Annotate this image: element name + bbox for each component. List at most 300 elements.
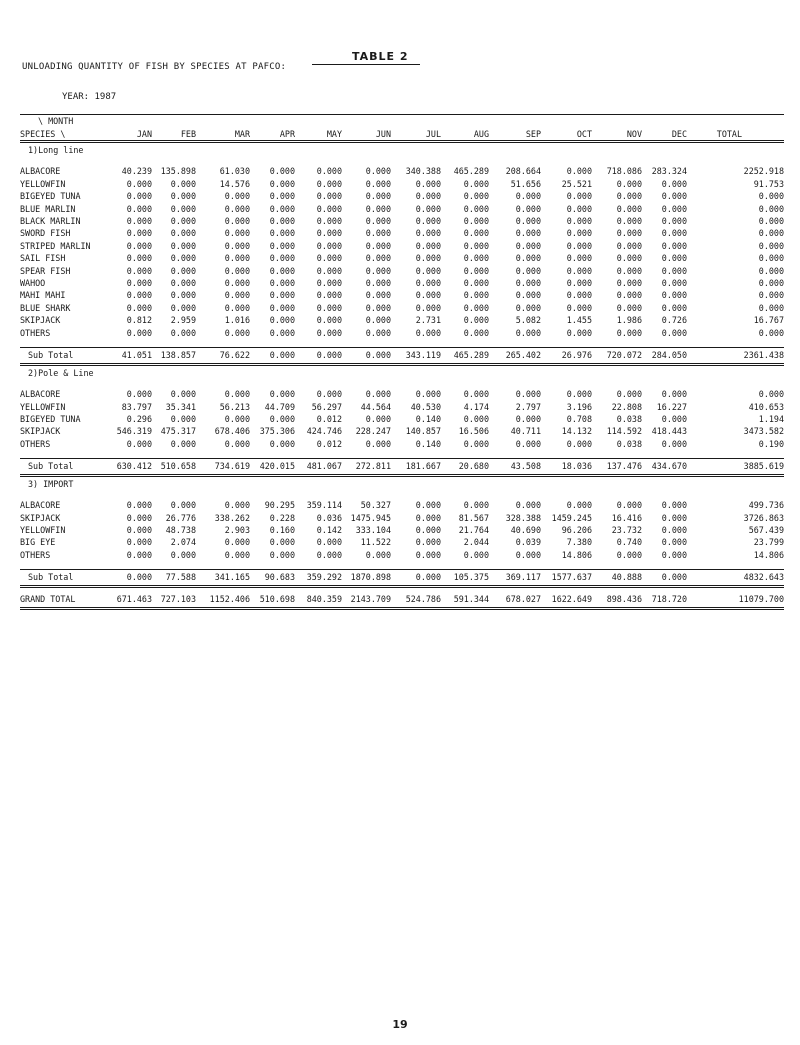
row-label: YELLOWFIN: [20, 524, 66, 535]
cell-may: 56.297: [311, 401, 342, 412]
subtotal-row: [20, 570, 784, 587]
cell-jul: 2.731: [415, 315, 441, 326]
cell-oct: 0.000: [566, 203, 592, 214]
cell-may: 0.000: [316, 549, 342, 560]
cell-apr: 0.000: [269, 315, 295, 326]
cell-nov: 0.000: [616, 253, 642, 264]
cell-jun: 0.000: [365, 389, 391, 400]
cell-jan: 83.797: [121, 401, 152, 412]
cell-total: 567.439: [748, 524, 784, 535]
cell-oct: 1622.649: [541, 592, 592, 609]
table-row: [20, 302, 784, 314]
header-row-month: [20, 115, 784, 128]
cell-aug: 0.000: [463, 315, 489, 326]
cell-mar: 0.000: [224, 537, 250, 548]
cell-oct: 18.036: [541, 459, 592, 476]
section-label: 3) IMPORT: [28, 478, 74, 489]
cell-apr: 0.000: [269, 537, 295, 548]
cell-aug: 0.000: [463, 216, 489, 227]
cell-total: 1.194: [758, 413, 784, 424]
cell-sep: 43.508: [489, 459, 541, 476]
cell-sep: 369.117: [489, 570, 541, 587]
subtotal-row: [20, 459, 784, 476]
cell-jun: 0.000: [365, 178, 391, 189]
cell-feb: 0.000: [170, 389, 196, 400]
cell-oct: 3.196: [566, 401, 592, 412]
cell-nov: 898.436: [592, 592, 642, 609]
table-row: [20, 252, 784, 264]
header-month: \ MONTH: [20, 115, 106, 128]
section-label: 2)Pole & Line: [28, 367, 94, 378]
table-row: [20, 289, 784, 301]
cell-mar: 0.000: [224, 203, 250, 214]
column-header-feb: FEB: [152, 127, 196, 142]
cell-apr: 0.000: [269, 265, 295, 276]
cell-jun: 0.000: [365, 413, 391, 424]
cell-apr: 0.228: [269, 512, 295, 523]
cell-dec: 0.000: [661, 389, 687, 400]
row-label: OTHERS: [20, 549, 51, 560]
page-number: 19: [392, 1018, 408, 1031]
cell-sep: 0.000: [515, 549, 541, 560]
cell-sep: 0.000: [515, 413, 541, 424]
row-label: OTHERS: [20, 327, 51, 338]
cell-mar: 0.000: [224, 265, 250, 276]
row-label: SAIL FISH: [20, 253, 66, 264]
cell-jan: 0.000: [126, 512, 152, 523]
cell-jun: 0.000: [365, 302, 391, 313]
cell-total: 0.000: [758, 327, 784, 338]
cell-sep: 0.000: [515, 389, 541, 400]
cell-aug: 0.000: [463, 290, 489, 301]
table-row: [20, 165, 784, 177]
cell-aug: 0.000: [463, 178, 489, 189]
cell-dec: 0.000: [661, 524, 687, 535]
table-row: [20, 549, 784, 561]
cell-jun: 0.000: [365, 216, 391, 227]
cell-total: 499.736: [748, 500, 784, 511]
cell-mar: 0.000: [224, 191, 250, 202]
cell-apr: 0.000: [269, 413, 295, 424]
cell-total: 3726.863: [743, 512, 784, 523]
cell-may: 0.000: [316, 191, 342, 202]
cell-oct: 26.976: [541, 348, 592, 365]
table-row: [20, 227, 784, 239]
cell-apr: 0.000: [269, 253, 295, 264]
cell-aug: 2.044: [463, 537, 489, 548]
cell-feb: 26.776: [165, 512, 196, 523]
cell-jan: 0.000: [126, 524, 152, 535]
cell-total: 410.653: [748, 401, 784, 412]
cell-jul: 0.000: [415, 524, 441, 535]
cell-may: 0.000: [316, 203, 342, 214]
cell-jul: 524.786: [391, 592, 441, 609]
cell-sep: 0.039: [515, 537, 541, 548]
cell-mar: 338.262: [214, 512, 250, 523]
cell-oct: 14.132: [561, 426, 592, 437]
cell-jan: 546.319: [116, 426, 152, 437]
cell-apr: 0.000: [269, 549, 295, 560]
cell-mar: 0.000: [224, 278, 250, 289]
cell-total: 3473.582: [743, 426, 784, 437]
column-header-aug: AUG: [441, 127, 489, 142]
cell-may: 424.746: [306, 426, 342, 437]
table-row: [20, 203, 784, 215]
cell-oct: 0.000: [566, 500, 592, 511]
cell-jan: 0.000: [126, 549, 152, 560]
cell-mar: 341.165: [196, 570, 250, 587]
cell-dec: 0.000: [661, 500, 687, 511]
cell-dec: 0.000: [661, 203, 687, 214]
cell-total: 0.000: [758, 191, 784, 202]
cell-may: 481.067: [295, 459, 342, 476]
cell-total: 0.000: [758, 290, 784, 301]
table-row: [20, 401, 784, 413]
cell-apr: 0.000: [269, 203, 295, 214]
row-label: SKIPJACK: [20, 426, 61, 437]
cell-aug: 0.000: [463, 389, 489, 400]
cell-total: 11079.700: [687, 592, 784, 609]
cell-aug: 0.000: [463, 253, 489, 264]
cell-apr: 44.709: [264, 401, 295, 412]
cell-jan: 0.000: [126, 216, 152, 227]
cell-oct: 14.806: [561, 549, 592, 560]
cell-dec: 0.000: [642, 570, 687, 587]
spacer-row: [20, 491, 784, 499]
cell-dec: 0.000: [661, 253, 687, 264]
cell-may: 0.000: [316, 302, 342, 313]
cell-oct: 0.000: [566, 228, 592, 239]
cell-feb: 0.000: [170, 228, 196, 239]
row-label: ALBACORE: [20, 389, 61, 400]
cell-jan: 630.412: [106, 459, 152, 476]
cell-aug: 20.680: [441, 459, 489, 476]
cell-jun: 0.000: [365, 228, 391, 239]
cell-may: 0.000: [316, 240, 342, 251]
cell-aug: 105.375: [441, 570, 489, 587]
cell-oct: 0.000: [566, 240, 592, 251]
cell-dec: 284.050: [642, 348, 687, 365]
cell-mar: 0.000: [224, 302, 250, 313]
table-row: [20, 215, 784, 227]
cell-apr: 0.000: [269, 166, 295, 177]
cell-sep: 51.656: [510, 178, 541, 189]
cell-apr: 0.000: [269, 327, 295, 338]
cell-mar: 76.622: [196, 348, 250, 365]
cell-aug: 21.764: [458, 524, 489, 535]
cell-dec: 0.000: [661, 265, 687, 276]
cell-jan: 0.000: [126, 537, 152, 548]
cell-jan: 0.000: [126, 191, 152, 202]
cell-jul: 0.000: [415, 512, 441, 523]
cell-apr: 0.000: [269, 191, 295, 202]
cell-jul: 0.000: [415, 537, 441, 548]
cell-jan: 0.000: [126, 240, 152, 251]
cell-jan: 671.463: [106, 592, 152, 609]
cell-may: 359.292: [295, 570, 342, 587]
cell-feb: 138.857: [152, 348, 196, 365]
section-label: 1)Long line: [28, 145, 84, 156]
cell-jun: 0.000: [365, 191, 391, 202]
cell-oct: 0.000: [566, 278, 592, 289]
section-header: [20, 142, 784, 158]
cell-dec: 434.670: [642, 459, 687, 476]
cell-may: 0.012: [316, 438, 342, 449]
cell-mar: 2.903: [224, 524, 250, 535]
cell-aug: 16.506: [458, 426, 489, 437]
cell-mar: 0.000: [224, 500, 250, 511]
cell-sep: 40.711: [510, 426, 541, 437]
table-row: [20, 277, 784, 289]
cell-oct: 0.000: [566, 265, 592, 276]
cell-jul: 0.000: [415, 216, 441, 227]
column-header-may: MAY: [295, 127, 342, 142]
cell-jun: 1475.945: [350, 512, 391, 523]
cell-total: 0.000: [758, 253, 784, 264]
row-label: WAHOO: [20, 278, 46, 289]
row-label: Sub Total: [20, 570, 106, 587]
cell-sep: 265.402: [489, 348, 541, 365]
cell-mar: 14.576: [219, 178, 250, 189]
cell-dec: 0.000: [661, 537, 687, 548]
cell-dec: 0.000: [661, 278, 687, 289]
cell-mar: 0.000: [224, 253, 250, 264]
cell-mar: 0.000: [224, 216, 250, 227]
cell-aug: 465.289: [453, 166, 489, 177]
cell-nov: 23.732: [611, 524, 642, 535]
cell-feb: 35.341: [165, 401, 196, 412]
cell-feb: 475.317: [160, 426, 196, 437]
cell-may: 0.142: [316, 524, 342, 535]
cell-jan: 0.000: [126, 302, 152, 313]
cell-jun: 228.247: [355, 426, 391, 437]
row-label: YELLOWFIN: [20, 178, 66, 189]
cell-jul: 0.000: [415, 203, 441, 214]
cell-jul: 343.119: [391, 348, 441, 365]
cell-apr: 0.000: [269, 302, 295, 313]
cell-jun: 0.000: [342, 348, 391, 365]
cell-nov: 0.740: [616, 537, 642, 548]
spacer-row: [20, 157, 784, 165]
cell-feb: 0.000: [170, 327, 196, 338]
cell-mar: 0.000: [224, 389, 250, 400]
cell-oct: 96.206: [561, 524, 592, 535]
cell-jun: 0.000: [365, 438, 391, 449]
cell-jul: 0.000: [415, 265, 441, 276]
cell-jul: 140.857: [405, 426, 441, 437]
cell-jan: 0.000: [126, 265, 152, 276]
table-row: [20, 413, 784, 425]
cell-mar: 0.000: [224, 413, 250, 424]
cell-may: 0.000: [295, 348, 342, 365]
cell-total: 0.190: [758, 438, 784, 449]
cell-apr: 0.160: [269, 524, 295, 535]
cell-jul: 0.140: [415, 413, 441, 424]
cell-oct: 1459.245: [551, 512, 592, 523]
cell-jul: 0.000: [415, 290, 441, 301]
cell-apr: 510.698: [250, 592, 295, 609]
cell-aug: 0.000: [463, 191, 489, 202]
cell-may: 0.000: [316, 315, 342, 326]
cell-dec: 718.720: [642, 592, 687, 609]
cell-dec: 0.000: [661, 413, 687, 424]
column-header-jun: JUN: [342, 127, 391, 142]
cell-nov: 0.000: [616, 191, 642, 202]
cell-feb: 0.000: [170, 216, 196, 227]
cell-nov: 22.808: [611, 401, 642, 412]
cell-total: 0.000: [758, 228, 784, 239]
row-label: SKIPJACK: [20, 315, 61, 326]
column-header-mar: MAR: [196, 127, 250, 142]
cell-dec: 0.000: [661, 302, 687, 313]
cell-oct: 25.521: [561, 178, 592, 189]
cell-jun: 1870.898: [342, 570, 391, 587]
row-label: SPEAR FISH: [20, 265, 71, 276]
table-label: TABLE 2: [352, 50, 409, 63]
cell-apr: 0.000: [269, 389, 295, 400]
cell-aug: 0.000: [463, 203, 489, 214]
cell-oct: 0.000: [566, 327, 592, 338]
row-label: GRAND TOTAL: [20, 592, 106, 609]
cell-nov: 720.072: [592, 348, 642, 365]
cell-may: 0.000: [316, 290, 342, 301]
cell-dec: 0.000: [661, 327, 687, 338]
cell-may: 840.359: [295, 592, 342, 609]
cell-total: 3885.619: [687, 459, 784, 476]
cell-may: 0.000: [316, 253, 342, 264]
cell-mar: 56.213: [219, 401, 250, 412]
cell-aug: 0.000: [463, 438, 489, 449]
cell-oct: 1.455: [566, 315, 592, 326]
cell-mar: 0.000: [224, 549, 250, 560]
cell-apr: 90.295: [264, 500, 295, 511]
cell-aug: 0.000: [463, 327, 489, 338]
cell-oct: 0.000: [566, 191, 592, 202]
cell-jan: 0.000: [126, 228, 152, 239]
cell-nov: 0.000: [616, 265, 642, 276]
cell-jul: 0.000: [415, 253, 441, 264]
row-label: SWORD FISH: [20, 228, 71, 239]
cell-aug: 0.000: [463, 265, 489, 276]
cell-sep: 40.690: [510, 524, 541, 535]
document-title: UNLOADING QUANTITY OF FISH BY SPECIES AT PAFCO:: [22, 62, 287, 72]
cell-dec: 0.000: [661, 549, 687, 560]
cell-total: 0.000: [758, 302, 784, 313]
cell-feb: 0.000: [170, 240, 196, 251]
cell-apr: 0.000: [250, 348, 295, 365]
row-label: STRIPED MARLIN: [20, 240, 91, 251]
cell-dec: 0.000: [661, 240, 687, 251]
row-label: SKIPJACK: [20, 512, 61, 523]
table-row: [20, 388, 784, 400]
spacer-row: [20, 380, 784, 388]
cell-sep: 0.000: [515, 327, 541, 338]
cell-aug: 0.000: [463, 500, 489, 511]
cell-dec: 0.000: [661, 512, 687, 523]
row-label: Sub Total: [20, 459, 106, 476]
cell-jul: 0.000: [415, 549, 441, 560]
cell-sep: 208.664: [505, 166, 541, 177]
cell-jan: 40.239: [121, 166, 152, 177]
table-row: [20, 536, 784, 548]
cell-jul: 0.140: [415, 438, 441, 449]
cell-feb: 0.000: [170, 191, 196, 202]
header-row-columns: [20, 127, 784, 142]
cell-oct: 0.000: [566, 302, 592, 313]
cell-aug: 0.000: [463, 549, 489, 560]
row-label: BLACK MARLIN: [20, 216, 81, 227]
cell-dec: 16.227: [656, 401, 687, 412]
cell-total: 0.000: [758, 240, 784, 251]
cell-apr: 0.000: [269, 240, 295, 251]
cell-nov: 0.000: [616, 549, 642, 560]
cell-nov: 0.000: [616, 203, 642, 214]
table-row: [20, 499, 784, 511]
row-label: OTHERS: [20, 438, 51, 449]
cell-sep: 0.000: [515, 191, 541, 202]
cell-sep: 5.082: [515, 315, 541, 326]
cell-feb: 135.898: [160, 166, 196, 177]
cell-jul: 0.000: [415, 228, 441, 239]
cell-jan: 0.000: [126, 203, 152, 214]
cell-jan: 0.000: [126, 327, 152, 338]
year-label: YEAR: 1987: [62, 92, 117, 102]
fish-quantity-table: [20, 114, 784, 610]
cell-jun: 0.000: [365, 203, 391, 214]
table-row: [20, 314, 784, 326]
cell-apr: 0.000: [269, 438, 295, 449]
cell-apr: 375.306: [259, 426, 295, 437]
table-row: [20, 512, 784, 524]
cell-feb: 0.000: [170, 413, 196, 424]
cell-jul: 181.667: [391, 459, 441, 476]
table-row: [20, 425, 784, 437]
cell-jul: 0.000: [415, 278, 441, 289]
cell-mar: 1.016: [224, 315, 250, 326]
cell-jan: 0.000: [126, 278, 152, 289]
cell-jun: 0.000: [365, 549, 391, 560]
cell-nov: 0.000: [616, 240, 642, 251]
cell-dec: 283.324: [651, 166, 687, 177]
cell-dec: 0.000: [661, 178, 687, 189]
table-body: [20, 115, 784, 609]
cell-sep: 0.000: [515, 216, 541, 227]
column-header-oct: OCT: [541, 127, 592, 142]
cell-nov: 0.038: [616, 413, 642, 424]
cell-jan: 0.000: [126, 253, 152, 264]
cell-apr: 90.683: [250, 570, 295, 587]
cell-jun: 0.000: [365, 240, 391, 251]
cell-jun: 0.000: [365, 253, 391, 264]
cell-sep: 0.000: [515, 240, 541, 251]
cell-aug: 0.000: [463, 228, 489, 239]
cell-total: 91.753: [753, 178, 784, 189]
cell-apr: 0.000: [269, 216, 295, 227]
cell-jul: 40.530: [410, 401, 441, 412]
cell-aug: 0.000: [463, 413, 489, 424]
cell-sep: 328.388: [505, 512, 541, 523]
cell-dec: 0.000: [661, 438, 687, 449]
cell-jan: 0.000: [126, 389, 152, 400]
section-header: [20, 365, 784, 381]
cell-nov: 0.000: [616, 216, 642, 227]
cell-nov: 0.000: [616, 389, 642, 400]
cell-total: 0.000: [758, 203, 784, 214]
cell-feb: 0.000: [170, 203, 196, 214]
section-header: [20, 476, 784, 492]
row-label: BLUE MARLIN: [20, 203, 76, 214]
cell-jun: 0.000: [365, 278, 391, 289]
